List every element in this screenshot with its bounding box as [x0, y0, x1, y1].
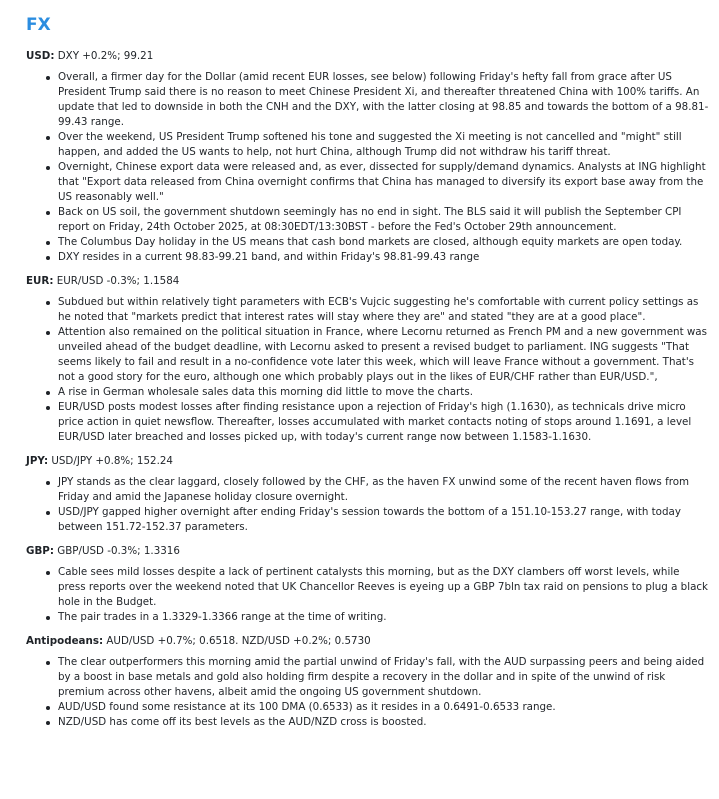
- section-label: JPY:: [26, 455, 49, 467]
- bullet-item: The clear outperformers this morning amid the partial unwind of Friday's fall, with the AUD surpassing peers and being aided by a boost in base metals and gold also holding firm despite a recovery in the dollar and in spite of the unwind of risk premium across other havens, albeit amid the ongoing US government shutdown.: [58, 655, 709, 700]
- section-antipodeans: [26, 634, 709, 730]
- section-heading: [26, 634, 709, 649]
- bullet-item: DXY resides in a current 98.83-99.21 band, and within Friday's 98.81-99.43 range: [58, 250, 709, 265]
- section-heading: [26, 544, 709, 559]
- bullet-item: The pair trades in a 1.3329-1.3366 range at the time of writing.: [58, 610, 709, 625]
- section-gbp: [26, 544, 709, 625]
- section-summary: DXY +0.2%; 99.21: [57, 50, 154, 62]
- bullet-item: A rise in German wholesale sales data this morning did little to move the charts.: [58, 385, 709, 400]
- bullet-item: NZD/USD has come off its best levels as the AUD/NZD cross is boosted.: [58, 715, 709, 730]
- bullet-item: Cable sees mild losses despite a lack of pertinent catalysts this morning, but as the DXY clambers off worst levels, while press reports over the weekend noted that UK Chancellor Reeves is eyeing up a GBP 7bln tax raid on pensions to plug a black hole in the Budget.: [58, 566, 709, 608]
- section-heading: [26, 454, 709, 469]
- section-summary: USD/JPY +0.8%; 152.24: [51, 455, 173, 467]
- bullet-item: EUR/USD posts modest losses after finding resistance upon a rejection of Friday's high (1.1630), as technicals drive micro price action in quiet newsflow. Thereafter, losses accumulated with market contacts noting of stops around 1.1691, a level EUR/USD later breached and losses picked up, with today's current range now between 1.1583-1.1630.: [58, 400, 709, 445]
- bullet-item: Overnight, Chinese export data were released and, as ever, dissected for supply/demand dynamics. Analysts at ING highlight that "Export data released from China overnight confirms that China has managed to diversify its export base away from the US reasonably well.": [58, 160, 709, 205]
- section-label: Antipodeans:: [26, 635, 104, 647]
- bullet-item: Overall, a firmer day for the Dollar (amid recent EUR losses, see below) following Friday's hefty fall from grace after US President Trump said there is no reason to meet Chinese President Xi, and thereafter threatened China with 100% tariffs. An update that led to downside in both the CNH and the DXY, with the latter closing at 98.85 and towards the bottom of a 98.81-99.43 range.: [58, 71, 709, 128]
- bullet-item: Over the weekend, US President Trump softened his tone and suggested the Xi meeting is not cancelled and "might" still happen, and added the US wants to help, not hurt China, although Trump did not withdraw his tariff threat.: [58, 130, 709, 160]
- bullet-item: JPY stands as the clear laggard, closely followed by the CHF, as the haven FX unwind some of the recent haven flows from Friday and amid the Japanese holiday closure overnight.: [58, 475, 709, 505]
- section-jpy: [26, 454, 709, 535]
- bullet-item: The Columbus Day holiday in the US means that cash bond markets are closed, although equity markets are open today.: [58, 235, 709, 250]
- section-summary: GBP/USD -0.3%; 1.3316: [57, 545, 180, 557]
- bullet-item: AUD/USD found some resistance at its 100 DMA (0.6533) as it resides in a 0.6491-0.6533 range.: [58, 700, 709, 715]
- bullet-list: [26, 655, 709, 730]
- bullet-list: [26, 70, 709, 265]
- bullet-item: USD/JPY gapped higher overnight after ending Friday's session towards the bottom of a 151.10-153.27 range, with today between 151.72-152.37 parameters.: [58, 505, 709, 535]
- page-title: FX: [26, 15, 51, 35]
- bullet-list: [26, 475, 709, 535]
- bullet-list: [26, 565, 709, 625]
- section-heading: [26, 274, 709, 289]
- section-label: USD:: [26, 50, 55, 62]
- bullet-item: Subdued but within relatively tight parameters with ECB's Vujcic suggesting he's comfortable with current policy settings as he noted that "markets predict that interest rates will stay where they are" and stated "they are at a good place".: [58, 295, 709, 325]
- section-usd: [26, 49, 709, 265]
- bullet-item: Back on US soil, the government shutdown seemingly has no end in sight. The BLS said it will publish the September CPI report on Friday, 24th October 2025, at 08:30EDT/13:30BST - before the Fed's October 29th announcement.: [58, 205, 709, 235]
- section-eur: [26, 274, 709, 445]
- section-label: GBP:: [26, 545, 54, 557]
- section-label: EUR:: [26, 275, 54, 287]
- section-summary: EUR/USD -0.3%; 1.1584: [56, 275, 180, 287]
- section-summary: AUD/USD +0.7%; 0.6518. NZD/USD +0.2%; 0.5730: [106, 635, 371, 647]
- section-heading: [26, 49, 709, 64]
- bullet-list: [26, 295, 709, 445]
- bullet-item: Attention also remained on the political situation in France, where Lecornu returned as French PM and a new government was unveiled ahead of the budget deadline, with Lecornu asked to present a revised budget to parliament. ING suggests "That seems likely to fail and result in a no-confidence vote later this week, which will leave France without a government. That's not a good story for the euro, although one which probably plays out in the likes of EUR/CHF rather than EUR/USD.",: [58, 325, 709, 385]
